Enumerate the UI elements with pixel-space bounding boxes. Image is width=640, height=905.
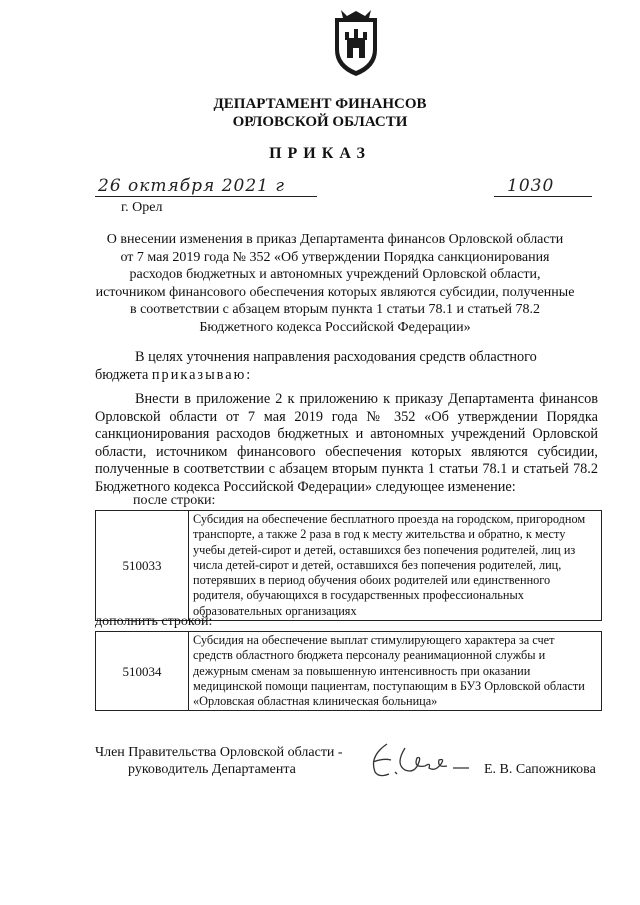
add-row-label: дополнить строкой: xyxy=(95,614,213,629)
row-table-existing xyxy=(95,510,602,621)
main-paragraph: Внести в приложение 2 к приложению к приказу Департамента финансов Орловской области от 7 мая 2019 года № 352 «Об утверждении Порядка санкционирования расходов бюджетных и автономных учреждений Орловской области, источником финансового обеспечения которых являются субсидии, полученные в соответствии с абзацем вторым пункта 1 статьи 78.1 и статьей 78.2 Бюджетного кодекса Российской Федерации» следующее изменение: xyxy=(95,391,598,495)
subject-line: О внесении изменения в приказ Департамента финансов Орловской области xyxy=(106,232,564,247)
row-code: 510034 xyxy=(96,632,189,711)
subject-line: Бюджетного кодекса Российской Федерации» xyxy=(199,319,471,335)
date-underline xyxy=(95,196,317,197)
order-verb: приказываю xyxy=(151,366,247,383)
city-label: г. Орел xyxy=(121,200,163,215)
subject-line: от 7 мая 2019 года № 352 «Об утверждении Порядка санкционирования xyxy=(120,249,550,265)
table-row xyxy=(96,511,602,621)
coat-of-arms-emblem xyxy=(329,8,383,78)
document-type-title: ПРИКАЗ xyxy=(269,145,371,162)
number-underline xyxy=(494,196,592,197)
intro-paragraph xyxy=(95,349,598,384)
after-row-label: после строки: xyxy=(133,493,216,508)
department-name-line1: ДЕПАРТАМЕНТ ФИНАНСОВ xyxy=(213,96,427,112)
intro-paragraph-prefix: бюджета xyxy=(95,366,152,383)
row-code: 510033 xyxy=(96,511,189,621)
row-description: Субсидия на обеспечение бесплатного проезда на городском, пригородном транспорте, а также 2 раза в год к месту жительства и обратно, к месту учебы детей-сирот и детей, оставшихся без попечения родителей, лиц из числа детей-сирот и детей, оставшихся без попечения родителей, лиц, потерявших в период обучения обоих родителей или единственного родителя, обучающихся в государственных профессиональных образовательных организациях xyxy=(189,511,602,621)
row-description: Субсидия на обеспечение выплат стимулирующего характера за счет средств областного бюджета персоналу реанимационной службы и дежурным сменам за повышенную интенсивность при оказании медицинской помощи пациентам, поступающим в БУЗ Орловской области «Орловская областная клиническая больница» xyxy=(189,632,602,711)
signer-position-line2: руководитель Департамента xyxy=(128,762,296,777)
subject-line: источником финансового обеспечения которых являются субсидии, полученные xyxy=(95,284,575,300)
row-table-new xyxy=(95,631,602,711)
subject-block xyxy=(95,231,575,336)
subject-line: в соответствии с абзацем вторым пункта 1 статьи 78.1 и статьей 78.2 xyxy=(129,302,541,317)
signer-position-line1: Член Правительства Орловской области - xyxy=(95,745,343,760)
table-row xyxy=(96,632,602,711)
intro-paragraph-suffix: : xyxy=(246,366,251,383)
signer-name: Е. В. Сапожникова xyxy=(484,762,596,777)
subject-line: расходов бюджетных и автономных учреждений Орловской области, xyxy=(129,267,541,282)
department-name-line2: ОРЛОВСКОЙ ОБЛАСТИ xyxy=(232,114,408,130)
handwritten-date: 26 октября 2021 г xyxy=(98,176,285,196)
intro-paragraph-line1: В целях уточнения направления расходования средств областного xyxy=(135,349,537,365)
handwritten-signature xyxy=(365,738,475,780)
handwritten-number: 1030 xyxy=(507,176,555,196)
